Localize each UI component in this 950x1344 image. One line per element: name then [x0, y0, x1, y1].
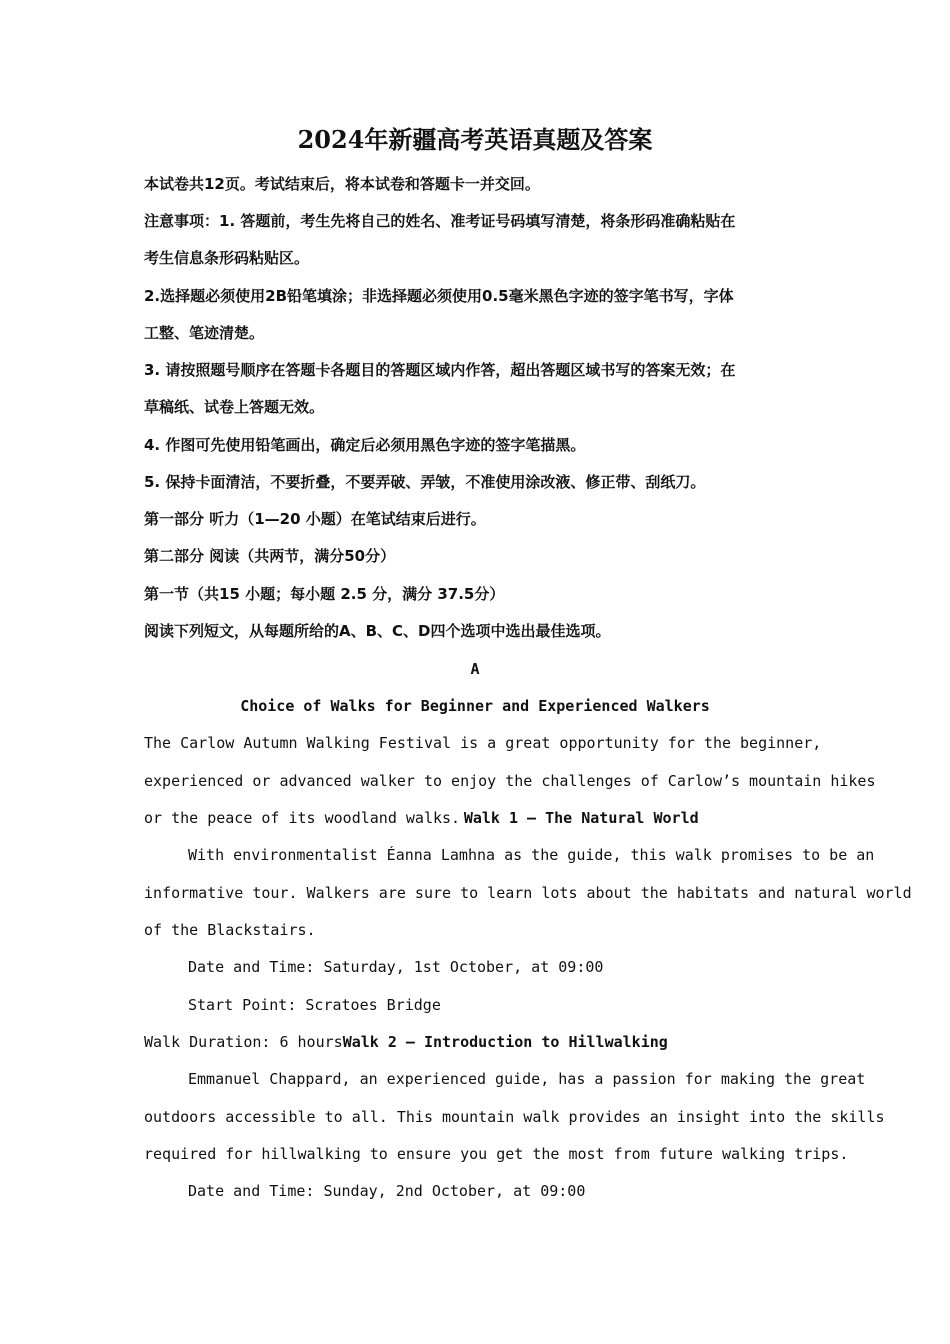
walk2-desc-line-2: outdoors accessible to all. This mountain walk provides an insight into the skills: [144, 1108, 885, 1126]
walk1-duration-line: [144, 1030, 668, 1055]
walk1-duration: Walk Duration: 6 hours: [144, 1033, 343, 1051]
directions-line: 阅读下列短文，从每题所给的A、B、C、D四个选项中选出最佳选项。: [144, 622, 611, 640]
passage-intro-line-2: experienced or advanced walker to enjoy the challenges of Carlow’s mountain hikes: [144, 772, 876, 790]
note3-line-b: 草稿纸、试卷上答题无效。: [144, 398, 325, 416]
note5-line: 5. 保持卡面清洁，不要折叠，不要弄破、弄皱，不准使用涂改液、修正带、刮纸刀。: [144, 473, 706, 491]
walk1-date: Date and Time: Saturday, 1st October, at 09:00: [188, 958, 604, 976]
passage-intro-line-1: The Carlow Autumn Walking Festival is a great opportunity for the beginner,: [144, 734, 822, 752]
intro-line: 本试卷共12页。考试结束后，将本试卷和答题卡一并交回。: [144, 175, 540, 193]
passage-heading: Choice of Walks for Beginner and Experienced Walkers: [240, 697, 710, 715]
passage-intro-line-3: [144, 806, 699, 831]
walk2-title: Walk 2 — Introduction to Hillwalking: [342, 1033, 668, 1051]
note1-line-b: 考生信息条形码粘贴区。: [144, 249, 310, 267]
note3-line-a: 3. 请按照题号顺序在答题卡各题目的答题区域内作答，超出答题区域书写的答案无效；在: [144, 361, 736, 379]
walk1-title: Walk 1 — The Natural World: [463, 809, 699, 827]
passage-label: A: [470, 660, 480, 678]
note2-line-a: 2.选择题必须使用2B铅笔填涂；非选择题必须使用0.5毫米黑色字迹的签字笔书写，字体: [144, 287, 734, 305]
note1-line-a: 注意事项：1. 答题前，考生先将自己的姓名、准考证号码填写清楚，将条形码准确粘贴在: [144, 212, 736, 230]
part1-heading: 第一部分 听力（1—20 小题）在笔试结束后进行。: [144, 510, 486, 528]
walk1-desc-line-3: of the Blackstairs.: [144, 921, 316, 939]
page-title: 2024年新疆高考英语真题及答案: [297, 125, 653, 154]
note4-line: 4. 作图可先使用铅笔画出，确定后必须用黑色字迹的签字笔描黑。: [144, 436, 586, 454]
passage-intro-text: or the peace of its woodland walks.: [144, 809, 461, 827]
walk2-date: Date and Time: Sunday, 2nd October, at 09:00: [188, 1182, 586, 1200]
walk2-desc-line-3: required for hillwalking to ensure you get the most from future walking trips.: [144, 1145, 849, 1163]
part2-heading: 第二部分 阅读（共两节，满分50分）: [144, 547, 396, 565]
note2-line-b: 工整、笔迹清楚。: [144, 324, 265, 342]
walk1-start: Start Point: Scratoes Bridge: [188, 996, 441, 1014]
walk1-desc-line-1: With environmentalist Éanna Lamhna as the guide, this walk promises to be an: [188, 846, 875, 864]
section1-heading: 第一节（共15 小题；每小题 2.5 分，满分 37.5分）: [144, 585, 505, 603]
walk1-desc-line-2: informative tour. Walkers are sure to learn lots about the habitats and natural world: [144, 884, 912, 902]
walk2-desc-line-1: Emmanuel Chappard, an experienced guide, has a passion for making the great: [188, 1070, 866, 1088]
